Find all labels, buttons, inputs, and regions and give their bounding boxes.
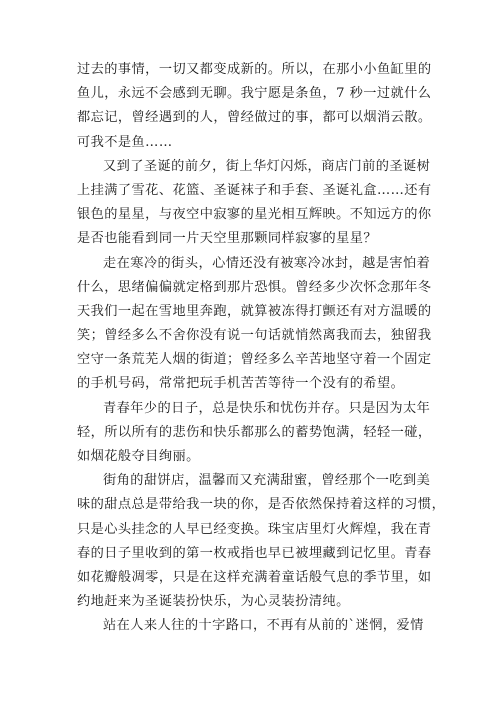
text-line [77, 397, 429, 421]
text-line: 过去的事情，一切又都变成新的。所以，在那小小鱼缸里的 [77, 62, 432, 77]
text-line: 什么，思绪偏偏就定格到那片恐惧。曾经多少次怀念那年冬 [77, 279, 432, 295]
text-line: 都忘记，曾经遇到的人，曾经做过的事，都可以烟消云散。 [77, 110, 432, 126]
text-line: 鱼儿，永远不会感到无聊。我宁愿是条鱼，7 秒一过就什么 [77, 86, 432, 102]
paragraph-2 [77, 155, 432, 252]
line-text: 街角的甜饼店，温馨而又充满甜蜜，曾经那个一吃到美 [103, 473, 431, 489]
text-line: 空守一条荒芜人烟的街道；曾经多么辛苦地坚守着一个固定 [77, 352, 432, 368]
paragraph-6 [77, 614, 429, 638]
line-text: 走在寒冷的街头，心情还没有被寒冷冰封，越是害怕着 [103, 255, 431, 271]
text-line: 笑；曾经多么不舍你没有说一句话就悄然离我而去，独留我 [77, 328, 432, 344]
text-line [77, 469, 429, 493]
text-line: 约地赶来为圣诞装扮快乐，为心灵装扮清纯。 [77, 594, 350, 610]
text-line: 只是心头挂念的人早已经变换。珠宝店里灯火辉煌，我在青 [77, 521, 432, 537]
text-line: 如花瓣般凋零，只是在这样充满着童话般气息的季节里，如 [77, 569, 432, 585]
text-line: 天我们一起在雪地里奔跑，就算被冻得打颤还有对方温暖的 [77, 303, 432, 319]
text-line: 可我不是鱼…… [77, 134, 173, 150]
paragraph-3 [77, 252, 432, 397]
line-text: 站在人来人往的十字路口，不再有从前的`迷惘，爱情 [103, 618, 424, 634]
text-line: 银色的星星，与夜空中寂寥的星光相互辉映。不知远方的你 [77, 207, 432, 223]
text-line: 轻，所以所有的悲伤和快乐都那么的蓄势饱满，轻轻一碰， [77, 424, 432, 440]
text-line: 是否也能看到同一片天空里那颗同样寂寥的星星？ [77, 231, 378, 247]
line-text: 又到了圣诞的前夕，街上华灯闪烁，商店门前的圣诞树 [103, 158, 431, 174]
text-line: 春的日子里收到的第一枚戒指也早已被埋藏到记忆里。青春 [77, 545, 432, 561]
text-line: 如烟花般夺目绚丽。 [77, 449, 200, 464]
line-text: 青春年少的日子，总是快乐和忧伤并存。只是因为太年 [103, 400, 431, 416]
document-body [77, 58, 446, 639]
text-line [77, 155, 429, 179]
paragraph-5 [77, 469, 446, 614]
text-line: 味的甜点总是带给我一块的你，是否依然保持着这样的习惯， [77, 497, 446, 513]
paragraph-4 [77, 397, 432, 470]
text-line: 的手机号码，常常把玩手机苦苦等待一个没有的希望。 [77, 376, 405, 392]
text-line: 上挂满了雪花、花篮、圣诞袜子和手套、圣诞礼盒……还有 [77, 182, 432, 198]
paragraph-1 [77, 58, 432, 155]
text-line [77, 614, 429, 638]
text-line [77, 252, 429, 276]
